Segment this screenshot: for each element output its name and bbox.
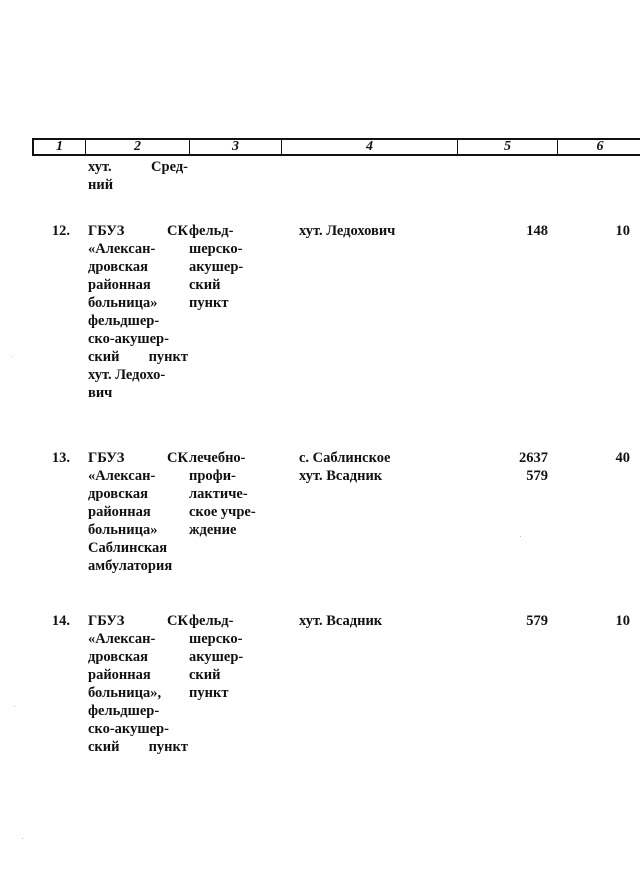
type-cell (189, 612, 281, 702)
text-line: акушер- (189, 259, 244, 275)
text-line: ГБУЗ СК (88, 223, 188, 239)
header-col-6: 6 (596, 139, 604, 154)
text-line: ский пункт (88, 739, 188, 755)
institution-cell (88, 612, 188, 756)
text-line: дровская (88, 259, 148, 275)
text-line: хут. Всадник (299, 613, 383, 629)
header-col-4: 4 (282, 140, 458, 154)
text-line: шерско- (189, 631, 243, 647)
scan-speck (520, 536, 521, 537)
text-line: шерско- (189, 241, 243, 257)
scan-speck (12, 356, 13, 357)
text-line: хут. Сред- (88, 159, 188, 175)
text-line: ский (189, 667, 221, 683)
text-line: фельд- (189, 223, 234, 239)
text-line: ский (189, 277, 221, 293)
text-line: акушер- (189, 649, 244, 665)
settlement-cell (299, 222, 459, 240)
header-col-2: 2 (86, 140, 190, 154)
text-line: ский пункт (88, 349, 188, 365)
settlement-cell (299, 449, 459, 485)
continuation-cell (88, 158, 188, 194)
text-line: пункт (189, 295, 229, 311)
text-line: районная (88, 667, 151, 683)
row-number: 14. (51, 613, 70, 629)
text-line: хут. Ледохович (299, 223, 396, 239)
header-col-1: 1 (34, 140, 86, 154)
text-line: районная (88, 504, 151, 520)
type-cell (189, 449, 281, 539)
text-line: ждение (189, 522, 237, 538)
capacity-cell: 40 (615, 450, 630, 466)
scan-speck (14, 706, 15, 707)
text-line: лечебно- (189, 450, 246, 466)
text-line: 579 (526, 468, 548, 484)
scan-speck (22, 838, 23, 839)
text-line: ГБУЗ СК (88, 613, 188, 629)
text-line: больница» (88, 295, 158, 311)
population-cell (470, 222, 548, 240)
text-line: «Алексан- (88, 631, 156, 647)
text-line: профи- (189, 468, 236, 484)
text-line: больница», (88, 685, 162, 701)
text-line: амбулатория (88, 558, 173, 574)
type-cell (189, 222, 281, 312)
row-number: 13. (51, 450, 70, 466)
text-line: ско-акушер- (88, 331, 169, 347)
text-line: ний (88, 177, 114, 193)
header-col-3: 3 (190, 140, 282, 154)
header-col-5: 5 (458, 140, 558, 154)
text-line: лактиче- (189, 486, 248, 502)
text-line: «Алексан- (88, 241, 156, 257)
text-line: фельдшер- (88, 703, 160, 719)
text-line: Саблинская (88, 540, 168, 556)
settlement-cell (299, 612, 459, 630)
text-line: фельд- (189, 613, 234, 629)
text-line: ское учре- (189, 504, 256, 520)
text-line: больница» (88, 522, 158, 538)
capacity-cell: 10 (615, 613, 630, 629)
text-line: пункт (189, 685, 229, 701)
population-cell (470, 612, 548, 630)
text-line: с. Саблинское (299, 450, 391, 466)
text-line: дровская (88, 649, 148, 665)
text-line: ско-акушер- (88, 721, 169, 737)
text-line: «Алексан- (88, 468, 156, 484)
text-line: вич (88, 385, 113, 401)
row-number: 12. (51, 223, 70, 239)
text-line: 579 (526, 613, 548, 629)
text-line: 2637 (519, 450, 548, 466)
institution-cell (88, 449, 188, 575)
institution-cell (88, 222, 188, 402)
text-line: хут. Ледохо- (88, 367, 166, 383)
capacity-cell: 10 (615, 223, 630, 239)
text-line: 148 (526, 223, 548, 239)
text-line: ГБУЗ СК (88, 450, 188, 466)
population-cell (470, 449, 548, 485)
table-header-row (32, 138, 640, 156)
text-line: фельдшер- (88, 313, 160, 329)
text-line: хут. Всадник (299, 468, 383, 484)
text-line: районная (88, 277, 151, 293)
text-line: дровская (88, 486, 148, 502)
